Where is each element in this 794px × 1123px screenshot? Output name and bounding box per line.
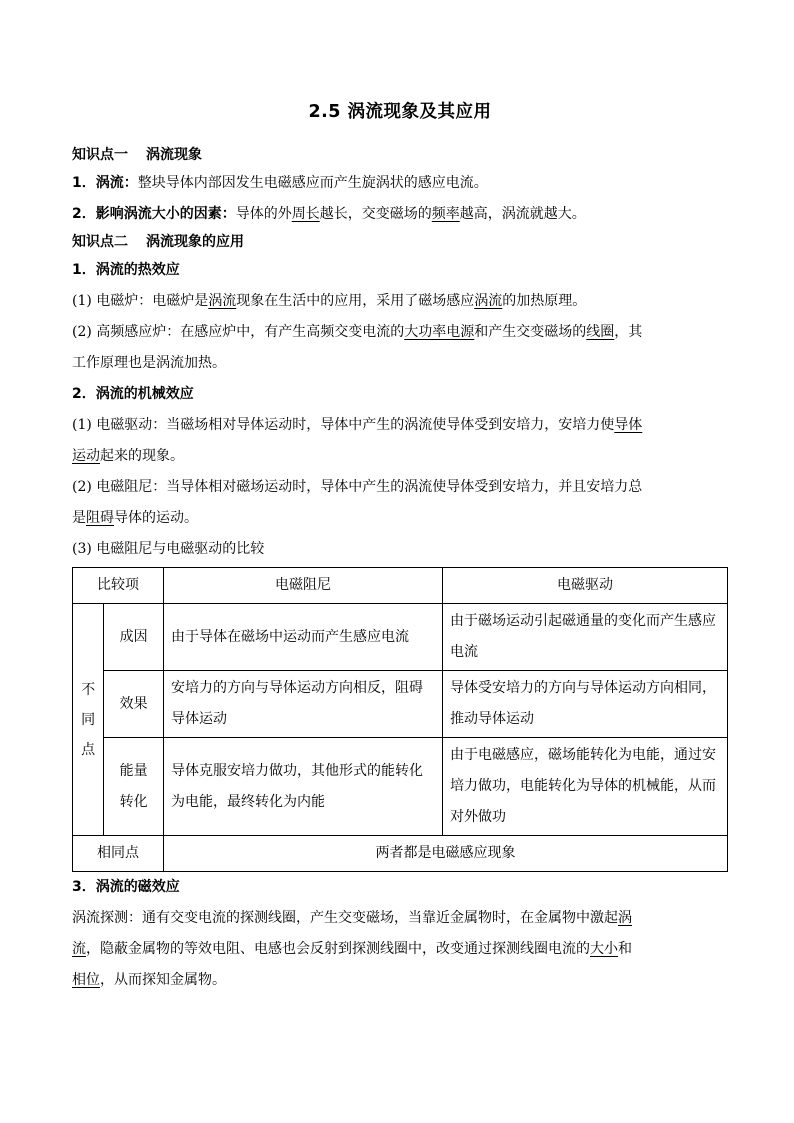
underlined-answer: 大功率电源 xyxy=(404,324,475,340)
underlined-answer: 大小 xyxy=(590,941,618,957)
header-cell-damping: 电磁阻尼 xyxy=(164,568,443,604)
diff-char: 不 xyxy=(81,681,96,698)
term-label: 2．影响涡流大小的因素： xyxy=(72,206,236,222)
cell-damping-effect: 安培力的方向与导体运动方向相反，阻碍导体运动 xyxy=(164,671,443,738)
text-run: 导体的外 xyxy=(235,206,292,222)
underlined-answer: 频率 xyxy=(431,206,460,222)
paragraph-induction-cooker xyxy=(72,286,728,317)
diff-char: 同 xyxy=(81,711,96,728)
underlined-answer: 导体 xyxy=(614,417,643,433)
term-text: 整块导体内部因发生电磁感应而产生旋涡状的感应电流。 xyxy=(137,175,488,191)
heading-label: 知识点一 xyxy=(72,147,128,163)
cell-driving-cause: 由于磁场运动引起磁通量的变化而产生感应电流 xyxy=(443,604,728,671)
underlined-answer: 流 xyxy=(72,941,86,957)
subsection-heat-effect: 1．涡流的热效应 xyxy=(72,262,180,278)
text-run: 的加热原理。 xyxy=(502,293,587,309)
table-row xyxy=(73,738,728,836)
text-run: 现象在生活中的应用，采用了磁场感应 xyxy=(236,293,475,309)
subsection-magnetic-effect: 3．涡流的磁效应 xyxy=(72,879,180,895)
text-run: ，隐蔽金属物的等效电阻、电感也会反射到探测线圈中，改变通过探测线圈电流的 xyxy=(86,941,590,957)
diff-char: 点 xyxy=(81,741,96,758)
cell-same: 两者都是电磁感应现象 xyxy=(164,836,728,872)
row-label-effect: 效果 xyxy=(104,671,164,738)
text-run: (2) 电磁阻尼：当导体相对磁场运动时，导体中产生的涡流使导体受到安培力，并且安培力总 xyxy=(72,479,643,495)
row-label-energy xyxy=(104,738,164,836)
table-row xyxy=(73,604,728,671)
page-title: 2.5 涡流现象及其应用 xyxy=(308,102,492,122)
heading-label: 知识点二 xyxy=(72,234,128,250)
text-run: (1) 电磁炉：电磁炉是 xyxy=(72,293,209,309)
text-run: 和 xyxy=(618,941,632,957)
paragraph-eddy-definition xyxy=(72,168,728,199)
underlined-answer: 运动 xyxy=(72,448,100,464)
text-run: 工作原理也是涡流加热。 xyxy=(72,355,226,371)
table-row xyxy=(73,671,728,738)
paragraph-electromagnetic-drive xyxy=(72,410,728,472)
label-line: 转化 xyxy=(119,793,148,810)
cell-damping-energy: 导体克服安培力做功，其他形式的能转化为电能，最终转化为内能 xyxy=(164,738,443,836)
text-run: 涡流探测：通有交变电流的探测线圈，产生交变磁场，当靠近金属物时，在金属物中激起 xyxy=(72,910,618,926)
underlined-answer: 涡流 xyxy=(208,293,237,309)
label-line: 能量 xyxy=(119,762,148,779)
text-run: 起来的现象。 xyxy=(100,448,184,464)
text-run: (2) 高频感应炉：在感应炉中，有产生高频交变电流的 xyxy=(72,324,405,340)
text-run: 是 xyxy=(72,510,86,526)
underlined-answer: 周长 xyxy=(291,206,320,222)
comparison-table xyxy=(72,567,728,872)
document-page xyxy=(72,98,728,996)
table-header-row xyxy=(73,568,728,604)
section-heading-2 xyxy=(72,230,728,255)
term-label: 1．涡流： xyxy=(72,175,138,191)
diff-label-cell xyxy=(73,604,104,836)
text-run: 和产生交变磁场的 xyxy=(474,324,587,340)
text-run: (1) 电磁驱动：当磁场相对导体运动时，导体中产生的涡流使导体受到安培力，安培力使 xyxy=(72,417,615,433)
underlined-answer: 涡 xyxy=(618,910,632,926)
underlined-answer: 相位 xyxy=(72,972,100,988)
underlined-answer: 涡流 xyxy=(474,293,503,309)
paragraph-comparison-intro: (3) 电磁阻尼与电磁驱动的比较 xyxy=(72,541,265,557)
paragraph-eddy-factors xyxy=(72,199,728,230)
cell-driving-energy: 由于电磁感应，磁场能转化为电能，通过安培力做功，电能转化为导体的机械能，从而对外做功 xyxy=(443,738,728,836)
underlined-answer: 阻碍 xyxy=(86,510,114,526)
row-label-cause: 成因 xyxy=(104,604,164,671)
text-run: 导体的运动。 xyxy=(114,510,198,526)
paragraph-induction-furnace xyxy=(72,317,728,379)
underlined-answer: 线圈 xyxy=(586,324,615,340)
row-label-same: 相同点 xyxy=(73,836,164,872)
paragraph-electromagnetic-damping xyxy=(72,472,728,534)
text-run: ，从而探知金属物。 xyxy=(100,972,226,988)
heading-text: 涡流现象 xyxy=(146,147,202,163)
header-cell-item: 比较项 xyxy=(73,568,164,604)
header-cell-driving: 电磁驱动 xyxy=(443,568,728,604)
paragraph-eddy-detection xyxy=(72,903,728,996)
cell-damping-cause: 由于导体在磁场中运动而产生感应电流 xyxy=(164,604,443,671)
text-run: 越长，交变磁场的 xyxy=(319,206,432,222)
text-run: 越高，涡流就越大。 xyxy=(459,206,586,222)
cell-driving-effect: 导体受安培力的方向与导体运动方向相同，推动导体运动 xyxy=(443,671,728,738)
text-run: ，其 xyxy=(614,324,643,340)
subsection-mechanical-effect: 2．涡流的机械效应 xyxy=(72,386,194,402)
heading-text: 涡流现象的应用 xyxy=(146,234,244,250)
table-row xyxy=(73,836,728,872)
section-heading-1 xyxy=(72,143,728,168)
